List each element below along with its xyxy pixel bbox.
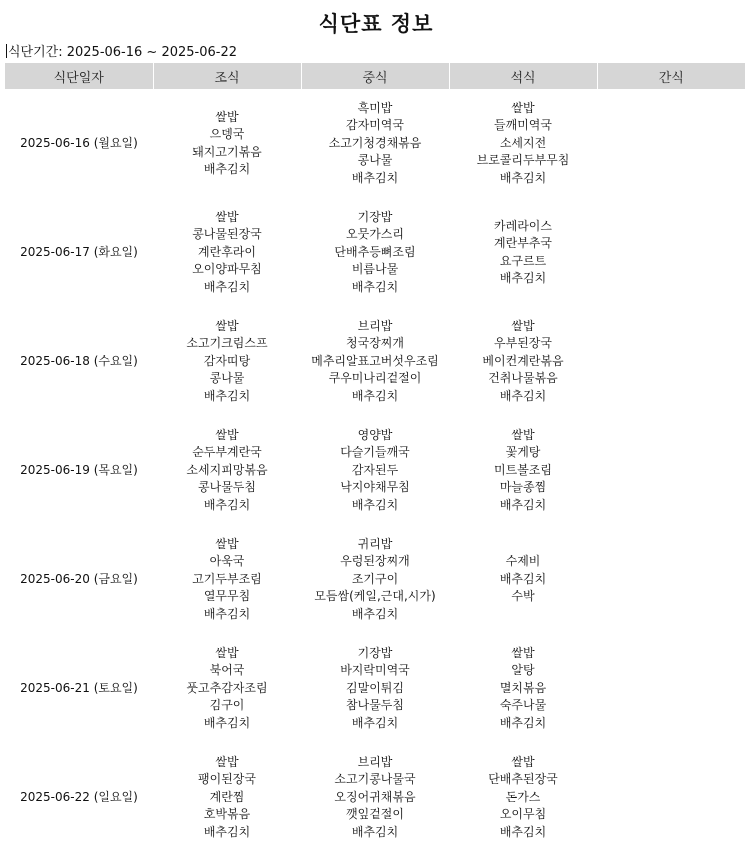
- breakfast-cell: [153, 634, 301, 743]
- dish-item: 쌀밥: [215, 427, 239, 442]
- lunch-cell: [301, 307, 449, 416]
- dish-item: 우부된장국: [494, 336, 552, 351]
- lunch-cell: [301, 89, 449, 198]
- menu-header-row: [5, 63, 745, 89]
- table-row: [5, 198, 745, 307]
- dish-item: 기장밥: [357, 209, 393, 224]
- dish-item: 오징어귀채볶음: [334, 789, 416, 804]
- dish-item: 풋고추감자조림: [186, 680, 268, 695]
- snack-cell: [597, 743, 745, 852]
- menu-period: [6, 41, 237, 60]
- table-row: [5, 743, 745, 852]
- menu-date: 2025-06-19 (목요일): [20, 462, 138, 477]
- snack-cell: [597, 89, 745, 198]
- dish-item: 배추김치: [203, 497, 251, 512]
- dish-item: 계란부추국: [494, 236, 552, 250]
- dish-item: 오이양파무침: [192, 262, 262, 277]
- dish-item: 쌀밥: [215, 109, 239, 124]
- dish-item: 쌀밥: [215, 209, 239, 224]
- dish-item: 계란찜: [209, 789, 245, 804]
- dish-item: 멸치볶음: [499, 680, 547, 695]
- dish-item: 단배추등뼈조림: [334, 244, 416, 259]
- dish-item: 바지락미역국: [340, 663, 410, 678]
- dish-item: 김구이: [209, 698, 245, 713]
- dish-item: 쌀밥: [511, 754, 535, 769]
- dish-item: 배추김치: [499, 715, 547, 730]
- header-snack: 간식: [597, 63, 745, 89]
- table-row: [5, 89, 745, 198]
- dinner-cell: [449, 89, 597, 198]
- dish-item: 미트볼조림: [494, 462, 552, 477]
- dish-item: 브리밥: [357, 318, 393, 333]
- dish-item: 소고기청경채볶음: [328, 135, 422, 150]
- dish-item: 소세지피망볶음: [186, 462, 268, 477]
- breakfast-cell: [153, 307, 301, 416]
- snack-cell: [597, 416, 745, 525]
- dish-item: 참나물두침: [346, 698, 404, 713]
- dish-item: 계란후라이: [198, 244, 256, 259]
- lunch-cell: [301, 525, 449, 634]
- dish-item: 영양밥: [357, 427, 393, 442]
- dish-item: 돼지고기볶음: [192, 144, 262, 159]
- menu-date: 2025-06-18 (수요일): [20, 353, 138, 368]
- dish-item: 열무무침: [203, 589, 251, 604]
- dish-item: 쌀밥: [215, 318, 239, 333]
- dish-item: 쌀밥: [511, 427, 535, 442]
- dish-item: 마늘종찜: [499, 480, 547, 495]
- menu-period-text: 식단기간: 2025-06-16 ~ 2025-06-22: [8, 45, 238, 60]
- text-cursor: [6, 44, 7, 58]
- dish-item: 수제비: [505, 554, 541, 569]
- table-row: [5, 634, 745, 743]
- menu-body: [5, 89, 745, 852]
- dish-item: 쌀밥: [215, 645, 239, 660]
- dish-item: 배추김치: [203, 162, 251, 176]
- lunch-cell: [301, 416, 449, 525]
- dish-item: 메추리알표고버섯우조림: [311, 353, 439, 368]
- dish-item: 브로콜리두부무침: [476, 153, 570, 168]
- dish-item: 배추김치: [351, 824, 399, 839]
- dish-item: 쌀밥: [511, 100, 535, 115]
- dish-item: 으뎅국: [209, 127, 245, 141]
- snack-cell: [597, 634, 745, 743]
- dish-item: 기장밥: [357, 645, 393, 660]
- dish-item: 콩나물: [209, 371, 245, 386]
- dish-item: 오이무침: [499, 807, 547, 822]
- dish-item: 요구르트: [499, 253, 547, 268]
- dish-item: 단배추된장국: [488, 772, 558, 787]
- lunch-cell: [301, 634, 449, 743]
- snack-cell: [597, 198, 745, 307]
- menu-date: 2025-06-21 (토요일): [20, 680, 138, 695]
- dish-item: 배추김치: [499, 271, 547, 285]
- dish-item: 귀리밥: [357, 536, 393, 551]
- dish-item: 꽃게탕: [505, 445, 541, 460]
- dish-item: 소세지전: [499, 135, 547, 150]
- dish-item: 배추김치: [203, 606, 251, 621]
- dish-item: 배추김치: [499, 388, 547, 403]
- dish-item: 쌀밥: [215, 754, 239, 769]
- dish-item: 낙지야채무침: [340, 480, 410, 495]
- menu-table: [5, 63, 745, 852]
- dish-item: 배추김치: [203, 279, 251, 294]
- dish-item: 모듬쌈(케일,근대,시가): [314, 589, 436, 604]
- dinner-cell: [449, 743, 597, 852]
- dish-item: 소고기콩나물국: [334, 772, 416, 787]
- dish-item: 김말이튀김: [346, 680, 404, 695]
- header-lunch: 중식: [301, 63, 449, 89]
- menu-date: 2025-06-22 (일요일): [20, 789, 138, 804]
- dinner-cell: [449, 525, 597, 634]
- dish-item: 배추김치: [351, 388, 399, 403]
- dish-item: 배추김치: [499, 571, 547, 586]
- dish-item: 흑미밥: [357, 100, 393, 115]
- breakfast-cell: [153, 416, 301, 525]
- dish-item: 다슬기들깨국: [340, 445, 410, 460]
- lunch-cell: [301, 198, 449, 307]
- dinner-cell: [449, 307, 597, 416]
- dish-item: 소고기크림스프: [186, 336, 268, 351]
- menu-date: 2025-06-17 (화요일): [20, 244, 138, 259]
- dish-item: 배추김치: [499, 497, 547, 512]
- dish-item: 호박볶음: [203, 807, 251, 822]
- breakfast-cell: [153, 525, 301, 634]
- dish-item: 알탕: [511, 663, 535, 678]
- page-title: 식단표 정보: [318, 12, 434, 36]
- dish-item: 쌀밥: [511, 645, 535, 660]
- dish-item: 아욱국: [209, 554, 245, 569]
- dish-item: 북어국: [209, 663, 245, 678]
- snack-cell: [597, 525, 745, 634]
- dish-item: 콩나물두침: [198, 480, 256, 495]
- dish-item: 배추김치: [203, 388, 251, 403]
- dish-item: 카레라이스: [494, 218, 552, 233]
- menu-date: 2025-06-20 (금요일): [20, 571, 138, 586]
- dish-item: 오뭇가스리: [346, 227, 404, 242]
- dinner-cell: [449, 416, 597, 525]
- breakfast-cell: [153, 743, 301, 852]
- dish-item: 배추김치: [203, 715, 251, 730]
- dish-item: 깻잎겉절이: [346, 807, 404, 822]
- dish-item: 감자된두: [351, 462, 399, 477]
- dish-item: 브리밥: [357, 754, 393, 769]
- dish-item: 쌀밥: [511, 318, 535, 333]
- dish-item: 순두부계란국: [192, 445, 262, 460]
- dish-item: 비름나물: [351, 262, 399, 277]
- dish-item: 쿠우미나리겉절이: [328, 371, 422, 386]
- breakfast-cell: [153, 198, 301, 307]
- dish-item: 수박: [511, 589, 535, 604]
- dish-item: 쌀밥: [215, 536, 239, 551]
- menu-date: 2025-06-16 (월요일): [20, 135, 138, 150]
- header-breakfast: 조식: [153, 63, 301, 89]
- dish-item: 감자미역국: [346, 118, 404, 133]
- dish-item: 콩나물: [357, 153, 393, 168]
- dish-item: 배추김치: [351, 606, 399, 621]
- dinner-cell: [449, 198, 597, 307]
- dish-item: 배추김치: [351, 170, 399, 185]
- header-date: 식단일자: [5, 63, 153, 89]
- table-row: [5, 307, 745, 416]
- lunch-cell: [301, 743, 449, 852]
- dish-item: 배추김치: [351, 715, 399, 730]
- table-row: [5, 525, 745, 634]
- dish-item: 건취나물볶음: [488, 371, 558, 386]
- dinner-cell: [449, 634, 597, 743]
- dish-item: 숙주나물: [499, 698, 547, 713]
- dish-item: 조기구이: [351, 571, 399, 586]
- dish-item: 감자띠탕: [203, 353, 251, 368]
- dish-item: 고기두부조림: [192, 571, 262, 586]
- dish-item: 들깨미역국: [494, 118, 552, 133]
- dish-item: 팽이된장국: [198, 772, 256, 787]
- dish-item: 배추김치: [499, 170, 547, 185]
- header-dinner: 석식: [449, 63, 597, 89]
- breakfast-cell: [153, 89, 301, 198]
- snack-cell: [597, 307, 745, 416]
- dish-item: 우렁된장찌개: [340, 554, 410, 569]
- dish-item: 콩나물된장국: [192, 227, 262, 242]
- dish-item: 베이컨계란볶음: [482, 353, 564, 368]
- dish-item: 배추김치: [499, 824, 547, 839]
- dish-item: 배추김치: [351, 279, 399, 294]
- dish-item: 배추김치: [351, 497, 399, 512]
- table-row: [5, 416, 745, 525]
- dish-item: 배추김치: [203, 824, 251, 839]
- dish-item: 청국장찌개: [346, 336, 404, 351]
- dish-item: 돈가스: [505, 789, 541, 804]
